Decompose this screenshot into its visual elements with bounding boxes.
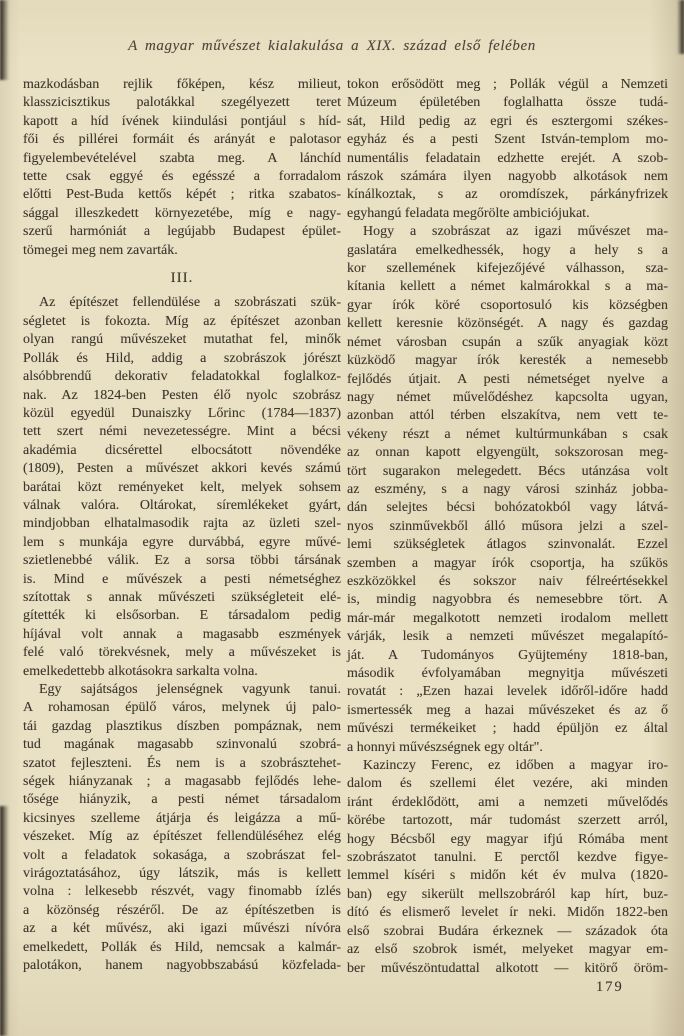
paragraph	[23, 681, 341, 976]
text-line: felé való törekvésnek, mely a művészeket is	[23, 645, 341, 661]
text-line: A rohamosan épülő város, melynek új palo-	[23, 700, 341, 716]
text-line: szemben a magyar írók csoportja, ha szűkös	[347, 555, 668, 571]
text-line: várják, lesik a nemzeti művészet megalapító-	[347, 629, 668, 645]
text-line: olyan rangú művészeket mutathat fel, minők	[23, 332, 341, 348]
text-line: tokon erősödött meg ; Pollák végül a Nemzeti	[347, 77, 668, 92]
text-line: barátai közt reményeket kelt, melyek sohsem	[23, 479, 341, 495]
text-line: rovatát : „Ezen hazai levelek időről-időre hadd	[347, 684, 668, 700]
text-line: hogy Bécsből egy magyar ifjú Rómába ment	[347, 831, 668, 847]
text-line: gaslatára emelkedhessék, hogy a hely s a	[347, 242, 668, 258]
text-line: ségek hiányzanak ; a magasabb fejlődés lehe-	[23, 774, 341, 790]
text-line: ismertessék meg a hazai művészeket és az ő	[347, 702, 668, 718]
text-line: lem s munkája egyre durvábbá, egyre művé-	[23, 534, 341, 550]
paragraph	[347, 76, 668, 223]
text-line: kicsinyes szelleme átjárja és leigázza a mű-	[23, 810, 341, 826]
text-line: egyház és a pesti Szent István-templom mo-	[347, 132, 668, 148]
text-line: Hogy a szobrászat az igazi művészet ma-	[363, 224, 668, 240]
text-line: numentális feladatain edzhette erejét. A szob-	[347, 150, 668, 166]
text-line: az onnan kapott elgyengült, sokszorosan meg-	[347, 445, 668, 461]
text-line: szítottak s annak művészeti szükségleteit elé-	[23, 589, 341, 605]
text-line: szietlenebbé válik. Ez a sorsa többi társának	[23, 553, 341, 569]
text-line: szobrászatot tanulni. E perctől kezdve figye-	[347, 850, 668, 866]
text-line: második évfolyamában megnyitja művészeti	[347, 666, 668, 681]
text-line: közül egyedül Dunaiszky Lőrinc (1784—1837)	[23, 405, 341, 421]
section-heading: III.	[170, 270, 194, 287]
text-line: mindjobban elhatalmasodik rajta az üzleti szel-	[23, 516, 341, 532]
text-line: azonban attól térben elszakítva, nem vett te-	[347, 408, 668, 424]
text-line: emelkedett, Pollák és Hild, nemcsak a kalmár-	[23, 939, 341, 955]
text-line: dalom és szellemi élet vezére, aki minden	[347, 776, 668, 792]
text-line: lemi szükségletek átlagos szinvonalát. Ezzel	[347, 537, 668, 553]
text-line: az a két művész, aki igazi művészi nívóra	[23, 921, 341, 937]
text-line: iránt érdeklődött, ami a nemzeti művelődés	[347, 794, 668, 810]
paragraph	[23, 294, 341, 681]
text-line: ban) egy sikerült mellszobráról kap hírt, buz-	[347, 886, 668, 902]
text-line: eszközökkel és sokszor naiv félreértésekkel	[347, 573, 668, 589]
text-line: előtti Pest-Buda kettős képét ; ritka szabatos-	[23, 187, 341, 203]
page-number: 179	[596, 979, 624, 995]
text-line: Kazinczy Ferenc, ez időben a magyar iro-	[363, 758, 668, 774]
text-line: virágoztatásához, úgy látszik, más is kellett	[23, 866, 341, 882]
text-line: dán selejtes bécsi bohózatokból vagy látvá-	[347, 500, 668, 516]
text-line: akadémia dicsérettel elbocsátott növendéke	[23, 442, 341, 458]
paragraph	[347, 223, 668, 757]
text-line: egyhangú feladata megőrölte ambiciójukat.	[347, 205, 590, 221]
text-line: német városban csupán a szűk anyagiak közt	[347, 334, 668, 350]
left-text-column	[23, 76, 341, 976]
scan-edge-artifact-bottom-left	[0, 806, 9, 1036]
text-line: palotákon, hanem nagyobbszabású közfelada-	[23, 958, 341, 974]
text-line: Múzeum épületében foglalhatta össze tudá-	[347, 95, 668, 111]
text-line: gítették ki elsősorban. E társadalom pedig	[23, 608, 341, 624]
running-header: A magyar művészet kialakulása a XIX. század első felében	[128, 38, 536, 54]
text-line: is. Mind e művészek a pesti németséghez	[23, 571, 341, 587]
text-line: tette csak eggyé és egésszé a forradalom	[23, 169, 341, 185]
text-line: kellett keresnie közönségét. A nagy és gazdag	[347, 316, 668, 332]
text-line: kítania kellett a német kalmárokkal s a ma-	[347, 279, 668, 295]
text-line: tud magának magasabb szinvonalú szobrá-	[23, 737, 341, 753]
text-line: válnak valóra. Oltárokat, síremlékeket gyárt,	[23, 497, 341, 513]
text-line: fői és pillérei formáit és arányát e palotasor	[23, 132, 341, 148]
text-line: nyos szinművekből álló műsora jelzi a szel-	[347, 518, 668, 534]
text-line: kor szellemének kifejezőjévé válhasson, sza-	[347, 261, 668, 277]
text-line: tört sugarakon melegedett. Bécs utánzása volt	[347, 463, 668, 479]
text-line: rászok számára ilyen nagyobb alkotások nem	[347, 169, 668, 185]
text-line: vékeny részt a német kultúrmunkában s csak	[347, 426, 668, 442]
text-line: sát, Hild pedig az egri és esztergomi székes-	[347, 113, 668, 129]
text-line: lemmel kíséri s midőn két év mulva (1820-	[347, 868, 668, 884]
text-line: alsóbbrendű dekorativ feladatokkal foglalkoz-	[23, 369, 341, 385]
text-line: ségletet is fokozta. Míg az építészet azonban	[23, 313, 341, 329]
text-line: Az építészet fellendülése a szobrászati szük-	[39, 295, 341, 311]
text-line: már-már megalkotott nemzeti irodalom mellett	[347, 610, 668, 626]
paragraph	[23, 76, 341, 260]
text-line: volt a feladatok sokasága, a szobrászat fel-	[23, 847, 341, 863]
text-line: ját. A Tudományos Gyüjtemény 1818-ban,	[347, 647, 668, 663]
text-line: híjával volt annak a magasabb eszmények	[23, 626, 341, 642]
text-line: (1809), Pesten a művészet akkori kevés számú	[23, 461, 341, 477]
text-line: Egy sajátságos jelenségnek vagyunk tanui.	[39, 682, 341, 697]
text-line: az első szobrok ismét, melyeket magyar em-	[347, 942, 668, 958]
text-line: Pollák és Hild, addig a szobrászok jórészt	[23, 350, 341, 366]
text-line: tömegei meg nem zavarták.	[23, 242, 178, 258]
text-line: emelkedettebb alkotásokra sarkalta volna.	[23, 663, 258, 679]
text-line: az eszmény, s a nagy városi szinház jobba-	[347, 481, 668, 497]
paragraph	[347, 757, 668, 978]
text-line: kapott a híd ívének kiindulási pontjául s híd-	[23, 113, 341, 129]
text-line: figyelembevételével szabta meg. A lánchíd	[23, 150, 341, 166]
text-line: nagy német művelődéshez kapcsolta ugyan,	[347, 389, 668, 405]
text-line: küzködő magyar írók keresték a nemesebb	[347, 353, 668, 369]
text-line: tett szert némi nevezetességre. Mint a bécsi	[23, 424, 341, 440]
text-line: szatot fejleszteni. És nem is a szobrásztehet-	[23, 755, 341, 771]
text-line: nak. Az 1824-ben Pesten élő nyolc szobrász	[23, 387, 341, 403]
right-text-column	[347, 76, 668, 978]
text-line: sággal illeszkedett környezetébe, míg e nagy-	[23, 205, 341, 221]
text-line: tősége hiányzik, a pesti német társadalom	[23, 792, 341, 808]
text-line: első szobrai Budára érkeznek — századok óta	[347, 923, 668, 939]
text-line: mazkodásban rejlik főképen, kész milieut,	[23, 77, 341, 92]
text-line: kínálkoztak, s az oromdíszek, párkányfrizek	[347, 187, 668, 203]
text-line: a közönség részéről. De az építészetben is	[23, 902, 341, 918]
text-line: vészeket. Míg az építészet fellendüléséhez elég	[23, 829, 341, 845]
text-line: klasszicisztikus palotákkal szegélyezett teret	[23, 95, 341, 111]
text-line: művészi termékeiket ; hadd épüljön ez által	[347, 721, 668, 737]
text-line: szerű harmóniát a legújabb Budapest épület-	[23, 224, 341, 240]
text-line: is, mindig nagyobbra és nemesebbre tört. A	[347, 592, 668, 608]
text-line: körébe tartozott, már tudomást szerzett arról,	[347, 813, 668, 829]
text-line: dító és elismerő levelet ír neki. Midőn 1822-ben	[347, 905, 668, 921]
text-line: tái gazdag plasztikus díszben pompáznak, nem	[23, 718, 341, 734]
text-line: volna : lelkesebb részvét, vagy finomabb ízlés	[23, 884, 341, 900]
scan-edge-artifact-top-right	[677, 0, 684, 54]
text-line: fejlődés útjait. A pesti németséget nyelve a	[347, 371, 668, 387]
text-line: ber művészöntudattal alkotott — kitörő öröm-	[347, 960, 668, 976]
text-line: a honnyi művészségnek egy oltár".	[347, 739, 543, 755]
text-line: gyar írók köré csoportosuló kis községben	[347, 297, 668, 313]
